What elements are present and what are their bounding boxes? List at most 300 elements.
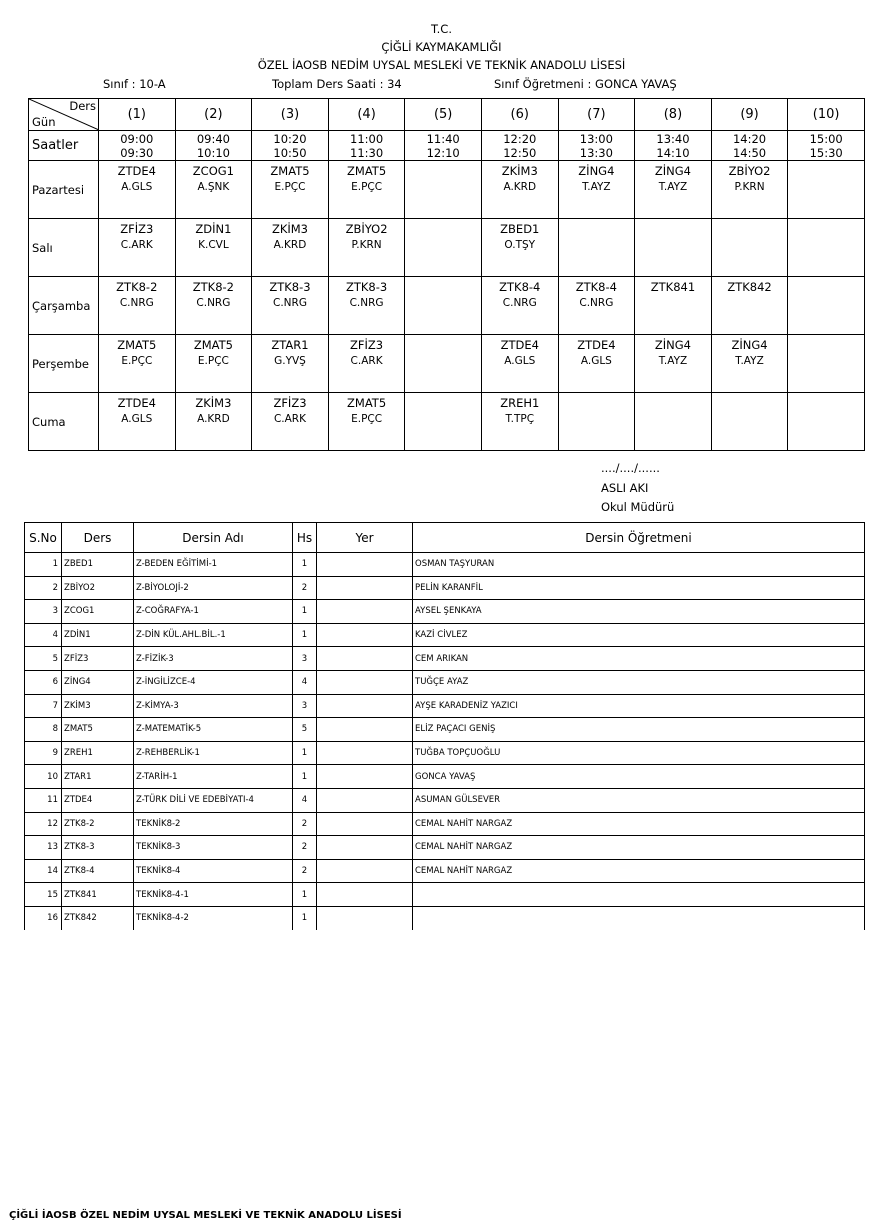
lesson-cell	[175, 277, 252, 335]
lesson-code: ZTDE4	[117, 164, 156, 178]
lesson-teacher: T.AYZ	[582, 181, 611, 193]
lesson-code: ZREH1	[500, 396, 540, 410]
course-ders: ZTAR1	[62, 765, 134, 789]
course-yer	[317, 553, 413, 577]
lesson-cell	[711, 335, 788, 393]
course-yer	[317, 906, 413, 929]
course-hs: 5	[293, 718, 317, 742]
lesson-cell	[481, 219, 558, 277]
lesson-cell	[481, 277, 558, 335]
lesson-code: ZTK8-2	[192, 280, 234, 294]
course-hs: 2	[293, 836, 317, 860]
lesson-teacher: A.KRD	[273, 239, 307, 251]
course-adi: TEKNİK8-2	[134, 812, 293, 836]
lesson-cell	[711, 277, 788, 335]
header-tc: T.C.	[430, 22, 452, 36]
course-adi: Z-KİMYA-3	[134, 694, 293, 718]
course-adi: Z-TARİH-1	[134, 765, 293, 789]
lesson-teacher: A.GLS	[121, 181, 153, 193]
course-hs: 1	[293, 765, 317, 789]
course-ders: ZBED1	[62, 553, 134, 577]
period-start: 11:40	[426, 131, 460, 146]
course-ders: ZTK8-3	[62, 836, 134, 860]
lesson-code: ZTDE4	[500, 338, 539, 352]
lesson-code: ZCOG1	[192, 164, 234, 178]
period-end: 14:50	[732, 145, 767, 160]
course-adi: TEKNİK8-4-1	[134, 883, 293, 907]
course-hs: 3	[293, 694, 317, 718]
table-row	[25, 883, 865, 907]
course-ogretmen: CEMAL NAHİT NARGAZ	[413, 836, 865, 860]
lesson-cell	[175, 335, 252, 393]
lesson-teacher: A.KRD	[197, 413, 230, 425]
period-start: 11:00	[350, 131, 384, 146]
lesson-cell	[328, 161, 405, 219]
course-ders: ZTK841	[62, 883, 134, 907]
corner-ders-label: Ders	[69, 99, 96, 113]
saatler-label: Saatler	[29, 131, 99, 161]
period-end: 15:30	[809, 145, 843, 160]
lesson-teacher: A.GLS	[121, 413, 153, 425]
course-hs: 1	[293, 883, 317, 907]
day-name: Pazartesi	[29, 161, 99, 219]
course-no: 14	[25, 859, 62, 883]
column-header-adi: Dersin Adı	[134, 523, 293, 553]
course-ogretmen: KAZİ CİVLEZ	[413, 623, 865, 647]
period-number: (7)	[558, 99, 635, 131]
course-ogretmen: ASUMAN GÜLSEVER	[413, 788, 865, 812]
table-row	[25, 576, 865, 600]
course-adi: Z-BİYOLOJİ-2	[134, 576, 293, 600]
principal-name: ASLI AKI	[601, 481, 649, 495]
lesson-teacher: C.ARK	[120, 239, 153, 251]
course-ogretmen: OSMAN TAŞYURAN	[413, 553, 865, 577]
period-start: 10:20	[273, 131, 307, 146]
column-header-no: S.No	[25, 523, 62, 553]
lesson-teacher: T.AYZ	[658, 181, 688, 193]
course-ogretmen: PELİN KARANFİL	[413, 576, 865, 600]
class-label: Sınıf : 10-A	[103, 77, 166, 91]
period-number: (10)	[788, 99, 865, 131]
period-number: (2)	[175, 99, 252, 131]
column-header-yer: Yer	[317, 523, 413, 553]
lesson-code: ZTDE4	[577, 338, 616, 352]
lesson-cell	[175, 219, 252, 277]
lesson-code: ZMAT5	[347, 396, 387, 410]
lesson-cell	[558, 219, 635, 277]
course-adi: Z-COĞRAFYA-1	[134, 600, 293, 624]
course-ogretmen: TUĞÇE AYAZ	[413, 670, 865, 694]
course-ogretmen: CEM ARIKAN	[413, 647, 865, 671]
course-no: 9	[25, 741, 62, 765]
course-adi: TEKNİK8-3	[134, 836, 293, 860]
course-no: 16	[25, 906, 62, 929]
period-time	[175, 131, 252, 161]
lesson-code: ZFİZ3	[120, 222, 154, 236]
period-end: 12:10	[426, 145, 460, 160]
column-header-ders: Ders	[62, 523, 134, 553]
course-ders: ZFİZ3	[62, 647, 134, 671]
lesson-teacher: T.AYZ	[658, 355, 688, 367]
lesson-teacher: K.CVL	[198, 239, 229, 251]
lesson-teacher: E.PÇC	[197, 355, 229, 367]
period-time	[481, 131, 558, 161]
class-teacher-label: Sınıf Öğretmeni : GONCA YAVAŞ	[494, 77, 677, 91]
lesson-code: ZİNG4	[654, 338, 691, 352]
course-no: 6	[25, 670, 62, 694]
lesson-cell	[252, 161, 329, 219]
course-hs: 2	[293, 859, 317, 883]
lesson-cell	[328, 393, 405, 451]
day-row	[29, 393, 865, 451]
course-hs: 2	[293, 576, 317, 600]
lesson-code: ZİNG4	[578, 164, 615, 178]
table-row	[25, 670, 865, 694]
lesson-cell	[711, 219, 788, 277]
lesson-cell	[252, 335, 329, 393]
lesson-cell	[481, 393, 558, 451]
table-row	[25, 718, 865, 742]
lesson-cell	[558, 277, 635, 335]
lesson-code: ZFİZ3	[273, 396, 307, 410]
lesson-code: ZMAT5	[117, 338, 157, 352]
course-ogretmen: GONCA YAVAŞ	[413, 765, 865, 789]
course-ders: ZTK8-2	[62, 812, 134, 836]
period-header-row	[29, 99, 865, 131]
day-name: Salı	[29, 219, 99, 277]
lesson-code: ZTK8-4	[499, 280, 541, 294]
course-ders: ZTK8-4	[62, 859, 134, 883]
course-header-row	[25, 523, 865, 553]
course-hs: 1	[293, 623, 317, 647]
course-ogretmen: TUĞBA TOPÇUOĞLU	[413, 741, 865, 765]
lesson-cell	[99, 219, 176, 277]
course-adi: Z-DİN KÜL.AHL.BİL.-1	[134, 623, 293, 647]
column-header-ogretmen: Dersin Öğretmeni	[413, 523, 865, 553]
course-no: 12	[25, 812, 62, 836]
table-row	[25, 600, 865, 624]
lesson-cell	[405, 335, 482, 393]
lesson-code: ZTK8-3	[345, 280, 388, 294]
lesson-code: ZMAT5	[270, 164, 310, 178]
period-number: (8)	[635, 99, 712, 131]
lesson-cell	[328, 219, 405, 277]
period-number: (9)	[711, 99, 788, 131]
lesson-code: ZKİM3	[195, 396, 232, 410]
period-end: 10:50	[273, 145, 307, 160]
day-row	[29, 277, 865, 335]
day-row	[29, 335, 865, 393]
lesson-cell	[635, 219, 712, 277]
lesson-teacher: P.KRN	[351, 239, 382, 251]
lesson-cell	[788, 277, 865, 335]
principal-title: Okul Müdürü	[601, 500, 675, 514]
table-row	[25, 906, 865, 929]
period-start: 15:00	[809, 131, 843, 146]
course-ogretmen	[413, 906, 865, 929]
course-ders: ZTDE4	[62, 788, 134, 812]
footer-school-name: ÇİĞLİ İAOSB ÖZEL NEDİM UYSAL MESLEKİ VE TEKNİK ANADOLU LİSESİ	[9, 1210, 402, 1221]
day-name: Cuma	[29, 393, 99, 451]
lesson-teacher: A.GLS	[504, 355, 536, 367]
course-no: 11	[25, 788, 62, 812]
period-start: 13:00	[579, 131, 613, 146]
course-ders: ZDİN1	[62, 623, 134, 647]
period-end: 14:10	[656, 145, 690, 160]
course-no: 10	[25, 765, 62, 789]
course-ders: ZİNG4	[62, 670, 134, 694]
lesson-cell	[405, 277, 482, 335]
table-row	[25, 553, 865, 577]
course-ders: ZMAT5	[62, 718, 134, 742]
course-yer	[317, 600, 413, 624]
course-yer	[317, 859, 413, 883]
day-row	[29, 219, 865, 277]
header-school-name: ÖZEL İAOSB NEDİM UYSAL MESLEKİ VE TEKNİK ANADOLU LİSESİ	[257, 58, 626, 72]
course-yer	[317, 694, 413, 718]
total-hours-label: Toplam Ders Saati : 34	[272, 77, 402, 91]
course-ogretmen: ELİZ PAÇACI GENİŞ	[413, 718, 865, 742]
lesson-teacher: A.KRD	[503, 181, 537, 193]
course-yer	[317, 623, 413, 647]
lesson-code: ZİNG4	[654, 164, 691, 178]
lesson-teacher: G.YVŞ	[274, 355, 306, 367]
course-adi: TEKNİK8-4-2	[134, 906, 293, 929]
lesson-teacher: C.ARK	[350, 355, 383, 367]
period-time	[711, 131, 788, 161]
lesson-cell	[558, 161, 635, 219]
lesson-cell	[635, 277, 712, 335]
lesson-teacher: E.PÇC	[121, 355, 153, 367]
course-adi: Z-FİZİK-3	[134, 647, 293, 671]
table-row	[25, 859, 865, 883]
lesson-cell	[788, 219, 865, 277]
course-hs: 4	[293, 788, 317, 812]
lesson-teacher: E.PÇC	[351, 413, 383, 425]
period-start: 14:20	[732, 131, 767, 146]
course-yer	[317, 741, 413, 765]
course-list-table	[24, 522, 865, 930]
lesson-code: ZTDE4	[117, 396, 156, 410]
lesson-cell	[175, 393, 252, 451]
lesson-teacher: A.GLS	[580, 355, 612, 367]
lesson-teacher: O.TŞY	[504, 239, 536, 251]
course-ders: ZREH1	[62, 741, 134, 765]
lesson-teacher: A.ŞNK	[197, 181, 230, 193]
course-hs: 4	[293, 670, 317, 694]
course-ders: ZKİM3	[62, 694, 134, 718]
period-start: 13:40	[656, 131, 690, 146]
lesson-teacher: C.NRG	[273, 297, 307, 309]
period-start: 09:00	[120, 131, 154, 146]
course-hs: 1	[293, 553, 317, 577]
day-name: Perşembe	[29, 335, 99, 393]
lesson-teacher: C.NRG	[196, 297, 231, 309]
course-no: 2	[25, 576, 62, 600]
table-row	[25, 765, 865, 789]
lesson-code: ZTK841	[650, 280, 696, 294]
lesson-cell	[788, 161, 865, 219]
lesson-cell	[788, 393, 865, 451]
day-name: Çarşamba	[29, 277, 99, 335]
lesson-cell	[328, 277, 405, 335]
lesson-cell	[175, 161, 252, 219]
lesson-code: ZTK8-4	[575, 280, 617, 294]
period-start: 12:20	[503, 131, 537, 146]
course-adi: Z-TÜRK DİLİ VE EDEBİYATI-4	[134, 788, 293, 812]
period-time	[99, 131, 176, 161]
period-number: (5)	[405, 99, 482, 131]
lesson-cell	[99, 393, 176, 451]
table-row	[25, 788, 865, 812]
lesson-code: ZTK842	[727, 280, 772, 294]
lesson-cell	[99, 277, 176, 335]
lesson-code: ZMAT5	[347, 164, 387, 178]
lesson-code: ZFİZ3	[350, 338, 384, 352]
course-no: 15	[25, 883, 62, 907]
lesson-code: ZTAR1	[271, 338, 309, 352]
period-time	[558, 131, 635, 161]
lesson-teacher: C.NRG	[349, 297, 384, 309]
course-no: 3	[25, 600, 62, 624]
corner-gun-label: Gün	[32, 115, 56, 129]
course-yer	[317, 718, 413, 742]
lesson-code: ZMAT5	[193, 338, 233, 352]
period-number: (1)	[99, 99, 176, 131]
lesson-teacher: C.NRG	[502, 297, 537, 309]
period-end: 09:30	[120, 145, 154, 160]
corner-diagonal	[29, 99, 98, 130]
lesson-cell	[635, 393, 712, 451]
lesson-code: ZBİYO2	[345, 222, 388, 236]
course-ogretmen: AYSEL ŞENKAYA	[413, 600, 865, 624]
course-adi: Z-REHBERLİK-1	[134, 741, 293, 765]
period-number: (4)	[328, 99, 405, 131]
lesson-cell	[635, 161, 712, 219]
period-time	[328, 131, 405, 161]
period-start: 09:40	[196, 131, 230, 146]
lesson-teacher: T.AYZ	[735, 355, 764, 367]
course-ogretmen: AYŞE KARADENİZ YAZICI	[413, 694, 865, 718]
lesson-code: ZDİN1	[195, 222, 232, 236]
period-time	[405, 131, 482, 161]
period-end: 10:10	[196, 145, 230, 160]
times-row	[29, 131, 865, 161]
period-number: (3)	[252, 99, 329, 131]
lesson-teacher: C.ARK	[273, 413, 306, 425]
lesson-code: ZKİM3	[271, 222, 309, 236]
course-ogretmen: CEMAL NAHİT NARGAZ	[413, 859, 865, 883]
table-row	[25, 623, 865, 647]
lesson-code: ZTK8-2	[116, 280, 158, 294]
lesson-cell	[481, 335, 558, 393]
lesson-cell	[328, 335, 405, 393]
corner-cell	[29, 99, 99, 131]
lesson-cell	[252, 219, 329, 277]
lesson-cell	[405, 393, 482, 451]
table-row	[25, 694, 865, 718]
lesson-code: ZİNG4	[731, 338, 768, 352]
course-hs: 1	[293, 600, 317, 624]
lesson-cell	[481, 161, 558, 219]
table-row	[25, 812, 865, 836]
course-yer	[317, 788, 413, 812]
period-end: 13:30	[579, 145, 613, 160]
course-ders: ZBİYO2	[62, 576, 134, 600]
lesson-code: ZTK8-3	[269, 280, 311, 294]
course-ogretmen	[413, 883, 865, 907]
course-hs: 2	[293, 812, 317, 836]
lesson-cell	[405, 219, 482, 277]
period-number: (6)	[481, 99, 558, 131]
lesson-cell	[711, 161, 788, 219]
lesson-teacher: E.PÇC	[274, 181, 306, 193]
lesson-code: ZKİM3	[501, 164, 538, 178]
period-time	[788, 131, 865, 161]
table-row	[25, 836, 865, 860]
lesson-cell	[558, 335, 635, 393]
course-no: 13	[25, 836, 62, 860]
lesson-cell	[558, 393, 635, 451]
weekly-schedule-table	[28, 98, 865, 451]
lesson-cell	[252, 393, 329, 451]
course-ders: ZCOG1	[62, 600, 134, 624]
lesson-teacher: C.NRG	[579, 297, 614, 309]
lesson-cell	[635, 335, 712, 393]
lesson-cell	[99, 335, 176, 393]
signature-date: ..../..../......	[601, 461, 660, 475]
course-no: 4	[25, 623, 62, 647]
period-end: 11:30	[350, 145, 384, 160]
course-yer	[317, 883, 413, 907]
course-no: 5	[25, 647, 62, 671]
course-adi: Z-BEDEN EĞİTİMİ-1	[134, 553, 293, 577]
lesson-cell	[252, 277, 329, 335]
lesson-cell	[405, 161, 482, 219]
lesson-code: ZBED1	[500, 222, 540, 236]
period-time	[252, 131, 329, 161]
course-hs: 1	[293, 741, 317, 765]
lesson-teacher: C.NRG	[119, 297, 154, 309]
period-time	[635, 131, 712, 161]
course-ders: ZTK842	[62, 906, 134, 929]
course-no: 1	[25, 553, 62, 577]
lesson-teacher: T.TPÇ	[505, 413, 535, 425]
column-header-hs: Hs	[293, 523, 317, 553]
lesson-cell	[711, 393, 788, 451]
lesson-teacher: E.PÇC	[351, 181, 383, 193]
header-kaymakamlik: ÇİĞLİ KAYMAKAMLIĞI	[381, 40, 502, 54]
table-row	[25, 647, 865, 671]
course-yer	[317, 647, 413, 671]
course-hs: 3	[293, 647, 317, 671]
course-yer	[317, 576, 413, 600]
course-adi: Z-İNGİLİZCE-4	[134, 670, 293, 694]
table-row	[25, 741, 865, 765]
lesson-teacher: P.KRN	[734, 181, 765, 193]
course-yer	[317, 670, 413, 694]
course-adi: Z-MATEMATİK-5	[134, 718, 293, 742]
day-row	[29, 161, 865, 219]
lesson-code: ZBİYO2	[728, 164, 771, 178]
course-yer	[317, 765, 413, 789]
course-yer	[317, 812, 413, 836]
course-yer	[317, 836, 413, 860]
course-hs: 1	[293, 906, 317, 929]
course-no: 7	[25, 694, 62, 718]
course-ogretmen: CEMAL NAHİT NARGAZ	[413, 812, 865, 836]
lesson-cell	[788, 335, 865, 393]
